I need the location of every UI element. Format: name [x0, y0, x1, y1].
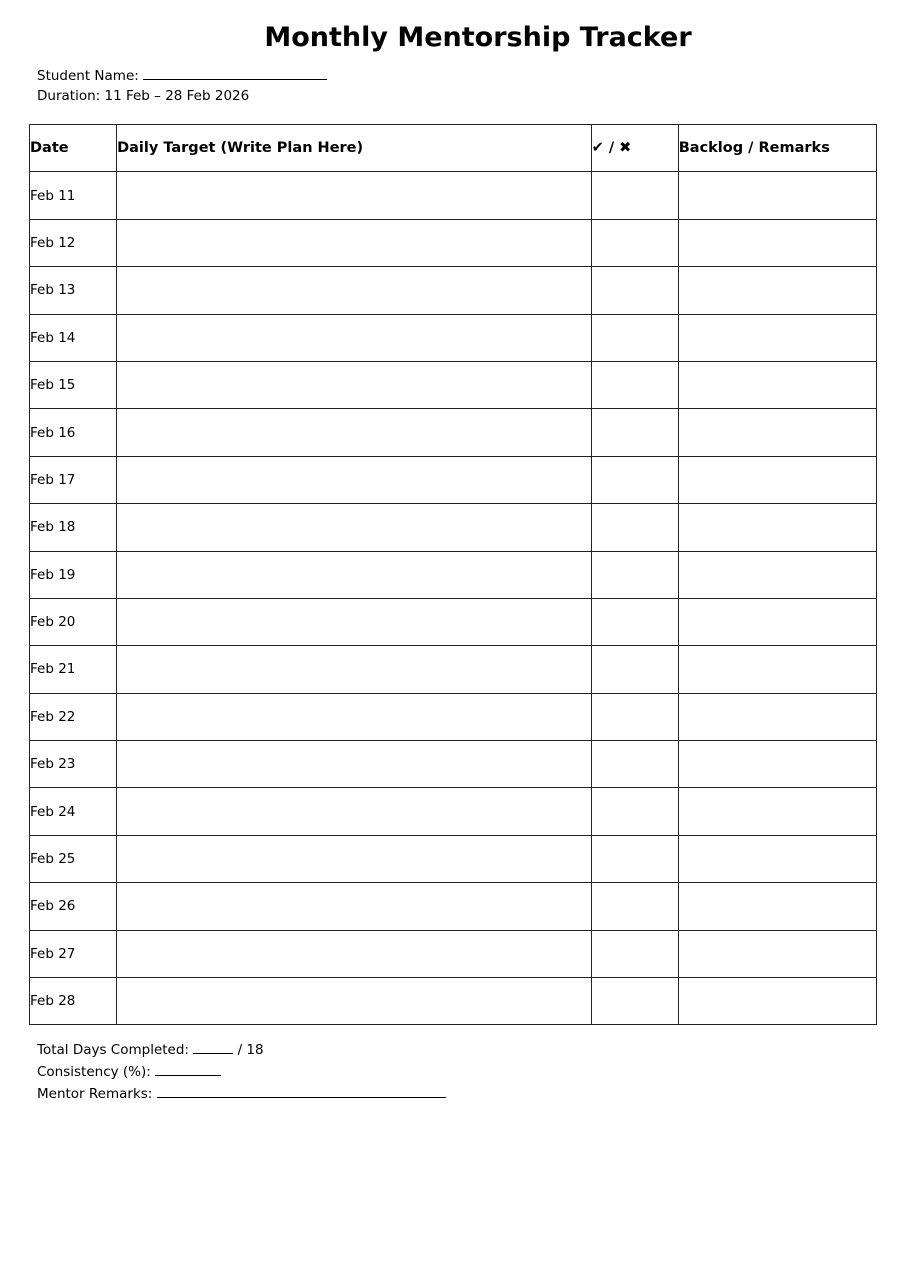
- header-date: Date: [30, 125, 117, 172]
- table-row: [30, 361, 877, 408]
- backlog-remarks-cell[interactable]: [678, 741, 876, 788]
- status-cell[interactable]: [591, 314, 678, 361]
- backlog-remarks-cell[interactable]: [678, 883, 876, 930]
- status-cell[interactable]: [591, 598, 678, 645]
- date-cell: Feb 22: [30, 693, 117, 740]
- date-cell: Feb 20: [30, 598, 117, 645]
- backlog-remarks-cell[interactable]: [678, 361, 876, 408]
- table-row: [30, 883, 877, 930]
- status-cell[interactable]: [591, 930, 678, 977]
- backlog-remarks-cell[interactable]: [678, 693, 876, 740]
- backlog-remarks-cell[interactable]: [678, 172, 876, 219]
- table-row: [30, 788, 877, 835]
- header-backlog-remarks: Backlog / Remarks: [678, 125, 876, 172]
- daily-target-cell[interactable]: [117, 788, 592, 835]
- table-row: [30, 219, 877, 266]
- duration-line: [37, 87, 249, 105]
- table-row: [30, 598, 877, 645]
- status-cell[interactable]: [591, 361, 678, 408]
- daily-target-cell[interactable]: [117, 835, 592, 882]
- table-row: [30, 504, 877, 551]
- backlog-remarks-cell[interactable]: [678, 978, 876, 1025]
- backlog-remarks-cell[interactable]: [678, 551, 876, 598]
- backlog-remarks-cell[interactable]: [678, 267, 876, 314]
- student-name-field[interactable]: [143, 65, 327, 80]
- date-cell: Feb 17: [30, 456, 117, 503]
- daily-target-cell[interactable]: [117, 267, 592, 314]
- header-daily-target: Daily Target (Write Plan Here): [117, 125, 592, 172]
- date-cell: Feb 19: [30, 551, 117, 598]
- mentor-remarks-field[interactable]: [157, 1083, 446, 1098]
- date-cell: Feb 14: [30, 314, 117, 361]
- daily-target-cell[interactable]: [117, 504, 592, 551]
- daily-target-cell[interactable]: [117, 551, 592, 598]
- table-row: [30, 693, 877, 740]
- status-cell[interactable]: [591, 456, 678, 503]
- date-cell: Feb 16: [30, 409, 117, 456]
- table-row: [30, 551, 877, 598]
- table-row: [30, 314, 877, 361]
- date-cell: Feb 25: [30, 835, 117, 882]
- backlog-remarks-cell[interactable]: [678, 504, 876, 551]
- status-cell[interactable]: [591, 172, 678, 219]
- status-cell[interactable]: [591, 741, 678, 788]
- daily-target-cell[interactable]: [117, 361, 592, 408]
- tracker-table: [29, 124, 877, 1025]
- table-row: [30, 172, 877, 219]
- total-days-field[interactable]: [193, 1039, 233, 1054]
- consistency-line: [37, 1061, 221, 1081]
- duration-label: Duration:: [37, 88, 101, 104]
- date-cell: Feb 12: [30, 219, 117, 266]
- date-cell: Feb 27: [30, 930, 117, 977]
- date-cell: Feb 15: [30, 361, 117, 408]
- table-row: [30, 409, 877, 456]
- mentor-remarks-line: [37, 1083, 446, 1103]
- backlog-remarks-cell[interactable]: [678, 219, 876, 266]
- header-status: ✔ / ✖: [591, 125, 678, 172]
- daily-target-cell[interactable]: [117, 409, 592, 456]
- date-cell: Feb 21: [30, 646, 117, 693]
- date-cell: Feb 18: [30, 504, 117, 551]
- date-cell: Feb 13: [30, 267, 117, 314]
- daily-target-cell[interactable]: [117, 741, 592, 788]
- table-row: [30, 646, 877, 693]
- status-cell[interactable]: [591, 504, 678, 551]
- backlog-remarks-cell[interactable]: [678, 930, 876, 977]
- status-cell[interactable]: [591, 693, 678, 740]
- daily-target-cell[interactable]: [117, 646, 592, 693]
- date-cell: Feb 24: [30, 788, 117, 835]
- daily-target-cell[interactable]: [117, 219, 592, 266]
- table-row: [30, 930, 877, 977]
- daily-target-cell[interactable]: [117, 172, 592, 219]
- total-days-label: Total Days Completed:: [37, 1042, 189, 1058]
- status-cell[interactable]: [591, 883, 678, 930]
- table-row: [30, 456, 877, 503]
- backlog-remarks-cell[interactable]: [678, 598, 876, 645]
- status-cell[interactable]: [591, 835, 678, 882]
- backlog-remarks-cell[interactable]: [678, 456, 876, 503]
- table-header-row: [30, 125, 877, 172]
- status-cell[interactable]: [591, 646, 678, 693]
- backlog-remarks-cell[interactable]: [678, 835, 876, 882]
- daily-target-cell[interactable]: [117, 693, 592, 740]
- consistency-label: Consistency (%):: [37, 1064, 151, 1080]
- duration-value: 11 Feb – 28 Feb 2026: [104, 88, 250, 104]
- table-row: [30, 741, 877, 788]
- status-cell[interactable]: [591, 978, 678, 1025]
- total-days-line: [37, 1039, 264, 1059]
- table-row: [30, 978, 877, 1025]
- daily-target-cell[interactable]: [117, 598, 592, 645]
- date-cell: Feb 28: [30, 978, 117, 1025]
- date-cell: Feb 23: [30, 741, 117, 788]
- mentor-remarks-label: Mentor Remarks:: [37, 1086, 153, 1102]
- status-cell[interactable]: [591, 267, 678, 314]
- status-cell[interactable]: [591, 409, 678, 456]
- backlog-remarks-cell[interactable]: [678, 409, 876, 456]
- backlog-remarks-cell[interactable]: [678, 788, 876, 835]
- date-cell: Feb 26: [30, 883, 117, 930]
- page-title: Monthly Mentorship Tracker: [264, 22, 692, 53]
- daily-target-cell[interactable]: [117, 456, 592, 503]
- student-name-line: [37, 65, 327, 85]
- backlog-remarks-cell[interactable]: [678, 314, 876, 361]
- backlog-remarks-cell[interactable]: [678, 646, 876, 693]
- status-cell[interactable]: [591, 551, 678, 598]
- date-cell: Feb 11: [30, 172, 117, 219]
- consistency-field[interactable]: [155, 1061, 221, 1076]
- student-name-label: Student Name:: [37, 68, 139, 84]
- status-cell[interactable]: [591, 788, 678, 835]
- daily-target-cell[interactable]: [117, 883, 592, 930]
- status-cell[interactable]: [591, 219, 678, 266]
- table-row: [30, 835, 877, 882]
- daily-target-cell[interactable]: [117, 314, 592, 361]
- total-days-suffix: / 18: [237, 1042, 264, 1058]
- daily-target-cell[interactable]: [117, 978, 592, 1025]
- daily-target-cell[interactable]: [117, 930, 592, 977]
- table-row: [30, 267, 877, 314]
